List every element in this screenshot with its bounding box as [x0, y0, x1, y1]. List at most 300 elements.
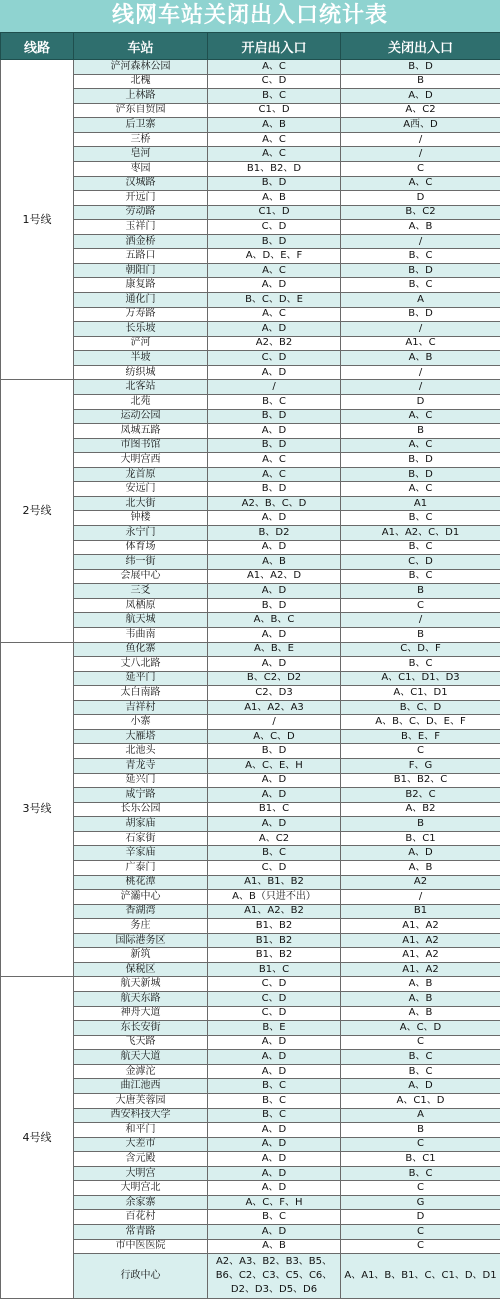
station-cell: 万寿路: [74, 307, 208, 322]
closed-entrances-cell: A、C: [341, 438, 500, 453]
open-entrances-cell: B、C: [208, 1079, 341, 1094]
table-row: [1, 686, 500, 701]
station-cell: 青龙寺: [74, 759, 208, 774]
station-cell: 朝阳门: [74, 263, 208, 278]
closed-entrances-cell: B、C1: [341, 1152, 500, 1167]
open-entrances-cell: A、D: [208, 1166, 341, 1181]
closed-entrances-cell: C、D、F: [341, 642, 500, 657]
station-cell: 石家街: [74, 831, 208, 846]
table-row: [1, 1123, 500, 1138]
closed-entrances-cell: B: [341, 584, 500, 599]
table-row: [1, 555, 500, 570]
station-cell: 纬一街: [74, 555, 208, 570]
closed-entrances-cell: B、C: [341, 1050, 500, 1065]
station-cell: 国际港务区: [74, 933, 208, 948]
station-cell: 太白南路: [74, 686, 208, 701]
station-cell: 务庄: [74, 919, 208, 934]
station-cell: 浐河: [74, 336, 208, 351]
open-entrances-cell: B、C: [208, 1210, 341, 1225]
closed-entrances-cell: B、D: [341, 263, 500, 278]
open-entrances-cell: A、D: [208, 1225, 341, 1240]
open-entrances-cell: A、D: [208, 1050, 341, 1065]
open-entrances-cell: C、D: [208, 860, 341, 875]
station-cell: 曲江池西: [74, 1079, 208, 1094]
table-row: [1, 293, 500, 308]
table-row: [1, 424, 500, 439]
closed-entrances-cell: B、C: [341, 657, 500, 672]
open-entrances-cell: C1、D: [208, 103, 341, 118]
table-row: [1, 1064, 500, 1079]
closed-entrances-cell: C: [341, 1239, 500, 1254]
closed-entrances-cell: B: [341, 424, 500, 439]
station-cell: 大唐芙蓉园: [74, 1093, 208, 1108]
closed-entrances-cell: A1、A2: [341, 933, 500, 948]
closed-entrances-cell: A西、D: [341, 118, 500, 133]
open-entrances-cell: B、C: [208, 846, 341, 861]
open-entrances-cell: A、B: [208, 555, 341, 570]
station-cell: 汉城路: [74, 176, 208, 191]
line-name-cell: 1号线: [1, 60, 74, 380]
table-row: [1, 627, 500, 642]
station-cell: 新筑: [74, 948, 208, 963]
open-entrances-cell: C、D: [208, 220, 341, 235]
station-cell: 三爻: [74, 584, 208, 599]
closed-entrances-cell: /: [341, 890, 500, 905]
table-row: [1, 482, 500, 497]
closed-entrances-cell: A、B: [341, 1006, 500, 1021]
table-row: [1, 453, 500, 468]
open-entrances-cell: A1、B1、B2: [208, 875, 341, 890]
open-entrances-cell: C、D: [208, 992, 341, 1007]
station-cell: 香湖湾: [74, 904, 208, 919]
open-entrances-cell: C、D: [208, 74, 341, 89]
open-entrances-cell: A、D、E、F: [208, 249, 341, 264]
station-cell: 玉祥门: [74, 220, 208, 235]
closed-entrances-cell: /: [341, 132, 500, 147]
station-cell: 神舟大道: [74, 1006, 208, 1021]
table-row: [1, 263, 500, 278]
open-entrances-cell: C2、D3: [208, 686, 341, 701]
table-row: [1, 860, 500, 875]
table-row: [1, 569, 500, 584]
closed-entrances-cell: A、C: [341, 482, 500, 497]
open-entrances-cell: B1、C: [208, 802, 341, 817]
station-cell: 体育场: [74, 540, 208, 555]
closed-entrances-cell: B、D: [341, 453, 500, 468]
closed-entrances-cell: B、C: [341, 249, 500, 264]
open-entrances-cell: A、C: [208, 60, 341, 75]
closed-entrances-cell: A1: [341, 496, 500, 511]
closed-entrances-cell: B: [341, 817, 500, 832]
table-row: [1, 962, 500, 977]
table-body: [1, 60, 500, 1299]
table-row: [1, 511, 500, 526]
table-row: [1, 584, 500, 599]
station-cell: 皂河: [74, 147, 208, 162]
station-cell: 丈八北路: [74, 657, 208, 672]
station-cell: 胡家庙: [74, 817, 208, 832]
table-row: [1, 1210, 500, 1225]
open-entrances-cell: B、D: [208, 409, 341, 424]
table-row: [1, 234, 500, 249]
table-row: [1, 74, 500, 89]
closed-entrances-cell: B、D: [341, 467, 500, 482]
station-cell: 行政中心: [74, 1254, 208, 1299]
open-entrances-cell: B、D: [208, 438, 341, 453]
table-row: [1, 802, 500, 817]
closed-entrances-cell: C: [341, 1225, 500, 1240]
table-row: [1, 438, 500, 453]
station-table: [0, 32, 500, 1299]
open-entrances-cell: B1、B2、D: [208, 161, 341, 176]
open-entrances-cell: B、C: [208, 89, 341, 104]
closed-entrances-cell: A、C1、D1: [341, 686, 500, 701]
open-entrances-cell: A、D: [208, 627, 341, 642]
table-row: [1, 176, 500, 191]
table-row: [1, 1006, 500, 1021]
table-row: [1, 89, 500, 104]
open-entrances-cell: A1、A2、B2: [208, 904, 341, 919]
station-cell: 咸宁路: [74, 788, 208, 803]
open-entrances-cell: B、D: [208, 482, 341, 497]
header-open: 开启出入口: [208, 33, 341, 60]
open-entrances-cell: A、D: [208, 1152, 341, 1167]
table-row: [1, 1239, 500, 1254]
station-cell: 凤城五路: [74, 424, 208, 439]
table-row: [1, 278, 500, 293]
station-cell: 大明宫北: [74, 1181, 208, 1196]
closed-entrances-cell: A1、C: [341, 336, 500, 351]
open-entrances-cell: A、C2: [208, 831, 341, 846]
station-cell: 和平门: [74, 1123, 208, 1138]
station-cell: 纺织城: [74, 365, 208, 380]
station-cell: 会展中心: [74, 569, 208, 584]
closed-entrances-cell: B1: [341, 904, 500, 919]
station-cell: 航天城: [74, 613, 208, 628]
table-row: [1, 336, 500, 351]
table-row: [1, 773, 500, 788]
station-cell: 韦曲南: [74, 627, 208, 642]
open-entrances-cell: A、C: [208, 307, 341, 322]
station-cell: 北客站: [74, 380, 208, 395]
closed-entrances-cell: /: [341, 322, 500, 337]
station-cell: 广泰门: [74, 860, 208, 875]
station-cell: 航天新城: [74, 977, 208, 992]
table-row: [1, 540, 500, 555]
table-row: [1, 846, 500, 861]
closed-entrances-cell: B1、B2、C: [341, 773, 500, 788]
table-row: [1, 890, 500, 905]
table-row: [1, 904, 500, 919]
station-cell: 浐河森林公园: [74, 60, 208, 75]
closed-entrances-cell: A1、A2: [341, 919, 500, 934]
open-entrances-cell: C、D: [208, 351, 341, 366]
open-entrances-cell: B、D: [208, 176, 341, 191]
open-entrances-cell: A2、B、C、D: [208, 496, 341, 511]
station-cell: 浐灞中心: [74, 890, 208, 905]
closed-entrances-cell: A、C: [341, 409, 500, 424]
closed-entrances-cell: /: [341, 234, 500, 249]
open-entrances-cell: A、C: [208, 453, 341, 468]
table-row: [1, 642, 500, 657]
open-entrances-cell: A、D: [208, 1064, 341, 1079]
table-row: [1, 161, 500, 176]
station-cell: 北大街: [74, 496, 208, 511]
open-entrances-cell: B、C: [208, 1108, 341, 1123]
station-cell: 大差市: [74, 1137, 208, 1152]
station-cell: 劳动路: [74, 205, 208, 220]
closed-entrances-cell: D: [341, 1210, 500, 1225]
open-entrances-cell: A、C、D: [208, 729, 341, 744]
table-row: [1, 147, 500, 162]
station-cell: 金滹沱: [74, 1064, 208, 1079]
table-row: [1, 118, 500, 133]
station-cell: 北苑: [74, 394, 208, 409]
table-row: [1, 409, 500, 424]
table-row: [1, 831, 500, 846]
closed-entrances-cell: A、D: [341, 846, 500, 861]
open-entrances-cell: A、B、C: [208, 613, 341, 628]
table-row: [1, 351, 500, 366]
table-row: [1, 744, 500, 759]
open-entrances-cell: A、D: [208, 1181, 341, 1196]
closed-entrances-cell: F、G: [341, 759, 500, 774]
page-title: 线网车站关闭出入口统计表: [0, 0, 500, 32]
table-row: [1, 1152, 500, 1167]
table-row: [1, 1050, 500, 1065]
open-entrances-cell: A、D: [208, 584, 341, 599]
table-row: [1, 788, 500, 803]
closed-entrances-cell: /: [341, 147, 500, 162]
table-row: [1, 394, 500, 409]
closed-entrances-cell: B: [341, 1123, 500, 1138]
open-entrances-cell: A、D: [208, 1137, 341, 1152]
open-entrances-cell: A、C、F、H: [208, 1195, 341, 1210]
closed-entrances-cell: B、C: [341, 511, 500, 526]
station-cell: 保税区: [74, 962, 208, 977]
table-row: [1, 933, 500, 948]
table-row: [1, 875, 500, 890]
open-entrances-cell: A、C: [208, 263, 341, 278]
station-cell: 余家寨: [74, 1195, 208, 1210]
open-entrances-cell: B、D: [208, 234, 341, 249]
header-row: [1, 33, 500, 60]
station-cell: 安远门: [74, 482, 208, 497]
station-cell: 后卫寨: [74, 118, 208, 133]
station-cell: 凤栖原: [74, 598, 208, 613]
open-entrances-cell: B、D: [208, 598, 341, 613]
station-cell: 航天大道: [74, 1050, 208, 1065]
open-entrances-cell: A、C、E、H: [208, 759, 341, 774]
closed-entrances-cell: A、B: [341, 351, 500, 366]
table-row: [1, 1093, 500, 1108]
closed-entrances-cell: B、C: [341, 1166, 500, 1181]
closed-entrances-cell: A、D: [341, 1079, 500, 1094]
closed-entrances-cell: D: [341, 394, 500, 409]
line-name-cell: 4号线: [1, 977, 74, 1299]
open-entrances-cell: B、C2、D2: [208, 671, 341, 686]
closed-entrances-cell: B、C2: [341, 205, 500, 220]
station-cell: 五路口: [74, 249, 208, 264]
table-row: [1, 1195, 500, 1210]
station-cell: 含元殿: [74, 1152, 208, 1167]
open-entrances-cell: B、C、D、E: [208, 293, 341, 308]
table-row: [1, 1108, 500, 1123]
open-entrances-cell: A1、A2、D: [208, 569, 341, 584]
closed-entrances-cell: A2: [341, 875, 500, 890]
open-entrances-cell: C、D: [208, 1006, 341, 1021]
station-cell: 辛家庙: [74, 846, 208, 861]
closed-entrances-cell: A、B: [341, 992, 500, 1007]
station-cell: 浐东自贸园: [74, 103, 208, 118]
station-cell: 上林路: [74, 89, 208, 104]
table-row: [1, 1021, 500, 1036]
table-row: [1, 1137, 500, 1152]
open-entrances-cell: A、B: [208, 118, 341, 133]
station-cell: 龙首原: [74, 467, 208, 482]
open-entrances-cell: A、D: [208, 773, 341, 788]
table-row: [1, 977, 500, 992]
station-cell: 吉祥村: [74, 700, 208, 715]
table-row: [1, 671, 500, 686]
table-row: [1, 526, 500, 541]
open-entrances-cell: A2、A3、B2、B3、B5、B6、C2、C3、C5、C6、D2、D3、D5、D6: [208, 1254, 341, 1299]
closed-entrances-cell: A、B: [341, 860, 500, 875]
table-row: [1, 467, 500, 482]
table-row: [1, 496, 500, 511]
open-entrances-cell: A、D: [208, 424, 341, 439]
closed-entrances-cell: A、C1、D1、D3: [341, 671, 500, 686]
closed-entrances-cell: B、C: [341, 278, 500, 293]
open-entrances-cell: A、D: [208, 322, 341, 337]
closed-entrances-cell: B2、C: [341, 788, 500, 803]
table-row: [1, 1166, 500, 1181]
header-line: 线路: [1, 33, 74, 60]
open-entrances-cell: A、B: [208, 191, 341, 206]
open-entrances-cell: A、C: [208, 132, 341, 147]
table-row: [1, 1225, 500, 1240]
table-row: [1, 103, 500, 118]
station-cell: 永宁门: [74, 526, 208, 541]
station-cell: 市图书馆: [74, 438, 208, 453]
open-entrances-cell: A、D: [208, 817, 341, 832]
table-row: [1, 715, 500, 730]
open-entrances-cell: A、B（只进不出）: [208, 890, 341, 905]
open-entrances-cell: A、B、E: [208, 642, 341, 657]
closed-entrances-cell: B、C: [341, 569, 500, 584]
station-cell: 市中医医院: [74, 1239, 208, 1254]
station-cell: 小寨: [74, 715, 208, 730]
table-row: [1, 817, 500, 832]
open-entrances-cell: A、D: [208, 788, 341, 803]
closed-entrances-cell: C: [341, 1181, 500, 1196]
closed-entrances-cell: /: [341, 365, 500, 380]
station-cell: 百花村: [74, 1210, 208, 1225]
open-entrances-cell: A、D: [208, 278, 341, 293]
closed-entrances-cell: A、D: [341, 89, 500, 104]
table-row: [1, 380, 500, 395]
closed-entrances-cell: B、C1: [341, 831, 500, 846]
open-entrances-cell: A、D: [208, 1123, 341, 1138]
closed-entrances-cell: C: [341, 161, 500, 176]
table-row: [1, 700, 500, 715]
station-cell: 运动公园: [74, 409, 208, 424]
closed-entrances-cell: A、B、C、D、E、F: [341, 715, 500, 730]
closed-entrances-cell: A、B: [341, 977, 500, 992]
station-cell: 枣园: [74, 161, 208, 176]
station-cell: 三桥: [74, 132, 208, 147]
table-row: [1, 759, 500, 774]
open-entrances-cell: B1、B2: [208, 933, 341, 948]
station-cell: 洒金桥: [74, 234, 208, 249]
station-cell: 大明宫西: [74, 453, 208, 468]
table-row: [1, 205, 500, 220]
table-row: [1, 1079, 500, 1094]
station-cell: 开远门: [74, 191, 208, 206]
closed-entrances-cell: /: [341, 380, 500, 395]
table-row: [1, 249, 500, 264]
closed-entrances-cell: A、B2: [341, 802, 500, 817]
line-name-cell: 2号线: [1, 380, 74, 642]
closed-entrances-cell: C: [341, 1035, 500, 1050]
open-entrances-cell: /: [208, 380, 341, 395]
table-header: [1, 33, 500, 60]
table-row: [1, 948, 500, 963]
open-entrances-cell: B、E: [208, 1021, 341, 1036]
open-entrances-cell: C1、D: [208, 205, 341, 220]
open-entrances-cell: A2、B2: [208, 336, 341, 351]
closed-entrances-cell: D: [341, 191, 500, 206]
table-row: [1, 1181, 500, 1196]
open-entrances-cell: B、D2: [208, 526, 341, 541]
closed-entrances-cell: A1、A2、C、D1: [341, 526, 500, 541]
open-entrances-cell: A、D: [208, 511, 341, 526]
station-cell: 长乐公园: [74, 802, 208, 817]
station-cell: 长乐坡: [74, 322, 208, 337]
closed-entrances-cell: B、D: [341, 307, 500, 322]
station-cell: 航天东路: [74, 992, 208, 1007]
open-entrances-cell: C、D: [208, 977, 341, 992]
open-entrances-cell: B1、C: [208, 962, 341, 977]
open-entrances-cell: B、C: [208, 1093, 341, 1108]
station-cell: 通化门: [74, 293, 208, 308]
closed-entrances-cell: A: [341, 1108, 500, 1123]
closed-entrances-cell: B、E、F: [341, 729, 500, 744]
closed-entrances-cell: A、C2: [341, 103, 500, 118]
open-entrances-cell: A、D: [208, 365, 341, 380]
station-cell: 北槐: [74, 74, 208, 89]
station-cell: 飞天路: [74, 1035, 208, 1050]
station-cell: 常青路: [74, 1225, 208, 1240]
closed-entrances-cell: /: [341, 613, 500, 628]
table-row: [1, 322, 500, 337]
table-row: [1, 307, 500, 322]
closed-entrances-cell: A、A1、B、B1、C、C1、D、D1: [341, 1254, 500, 1299]
station-cell: 半坡: [74, 351, 208, 366]
line-name-cell: 3号线: [1, 642, 74, 977]
open-entrances-cell: B1、B2: [208, 948, 341, 963]
closed-entrances-cell: A、B: [341, 220, 500, 235]
open-entrances-cell: A、D: [208, 657, 341, 672]
closed-entrances-cell: B: [341, 74, 500, 89]
table-row: [1, 598, 500, 613]
table-row: [1, 132, 500, 147]
station-cell: 大雁塔: [74, 729, 208, 744]
table-row: [1, 1254, 500, 1299]
closed-entrances-cell: C: [341, 744, 500, 759]
station-cell: 延平门: [74, 671, 208, 686]
station-cell: 北池头: [74, 744, 208, 759]
